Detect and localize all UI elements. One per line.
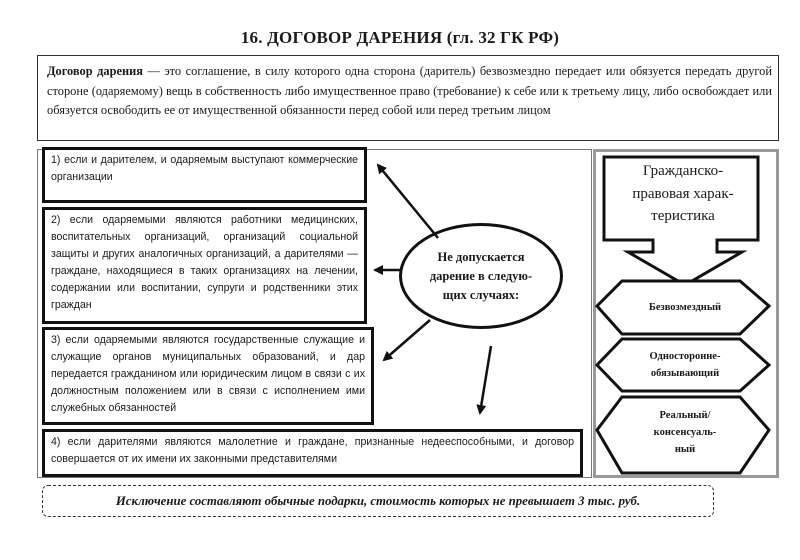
hex-1-line-1: Безвозмездный [648,302,722,313]
hex-3-line-1: Реальный/ [659,410,711,421]
case-box-1: 1) если и дарителем, и одаряемым выступают коммерческие организации [42,147,367,203]
page-title: 16. ДОГОВОР ДАРЕНИЯ (гл. 32 ГК РФ) [240,28,560,47]
hex-2-line-1: Односторонне- [649,351,721,362]
hex-2-line-2: обязывающий [650,368,720,379]
heading-line-3: теристика [651,208,715,224]
center-line-1: Не допускается [437,249,525,264]
hex-label-3 [600,407,770,458]
hex-label-2 [600,348,770,382]
center-line-3: щих случаях: [442,287,520,302]
exception-note: Исключение составляют обычные подарки, стоимость которых не превышает 3 тыс. руб. [42,485,714,517]
definition-text: — это соглашение, в силу которого одна сторона (даритель) безвозмездно передает или обязуется передать другой стороне (одаряемому) вещь в собственность либо имущественное право (требование) к себе или к третьему лицу, либо освобождает или обязуется освободить ее от имущественной обязанности перед собой или перед третьим лицом [47,64,772,117]
case-box-2: 2) если одаряемыми являются работники медицинских, воспитательных организаций, организаций социальной защиты и других аналогичных организаций, а дарителями — граждане, находящиеся в таких организациях на лечении, содержании или воспитании, супруги и родственники этих граждан [42,207,367,324]
case-box-3: 3) если одаряемыми являются государственные служащие и служащие органов муниципальных образований, и дар передается гражданином или юридическим лицом в связи с их должностным положением или в связи с исполнением ими служебных обязанностей [42,327,374,425]
heading-line-2: правовая харак- [632,185,734,202]
characteristic-heading [610,160,756,228]
case-box-4: 4) если дарителями являются малолетние и граждане, признанные недееспособными, и договор совершается от их имени их законными представителями [42,429,583,477]
hex-3-line-3: ный [674,444,696,455]
hex-3-line-2: консенсуаль- [653,427,717,438]
hex-label-1 [600,299,770,316]
center-line-2: дарение в следую- [429,268,533,283]
heading-line-1: Гражданско- [642,163,724,179]
definition-term: Договор дарения [47,64,143,78]
